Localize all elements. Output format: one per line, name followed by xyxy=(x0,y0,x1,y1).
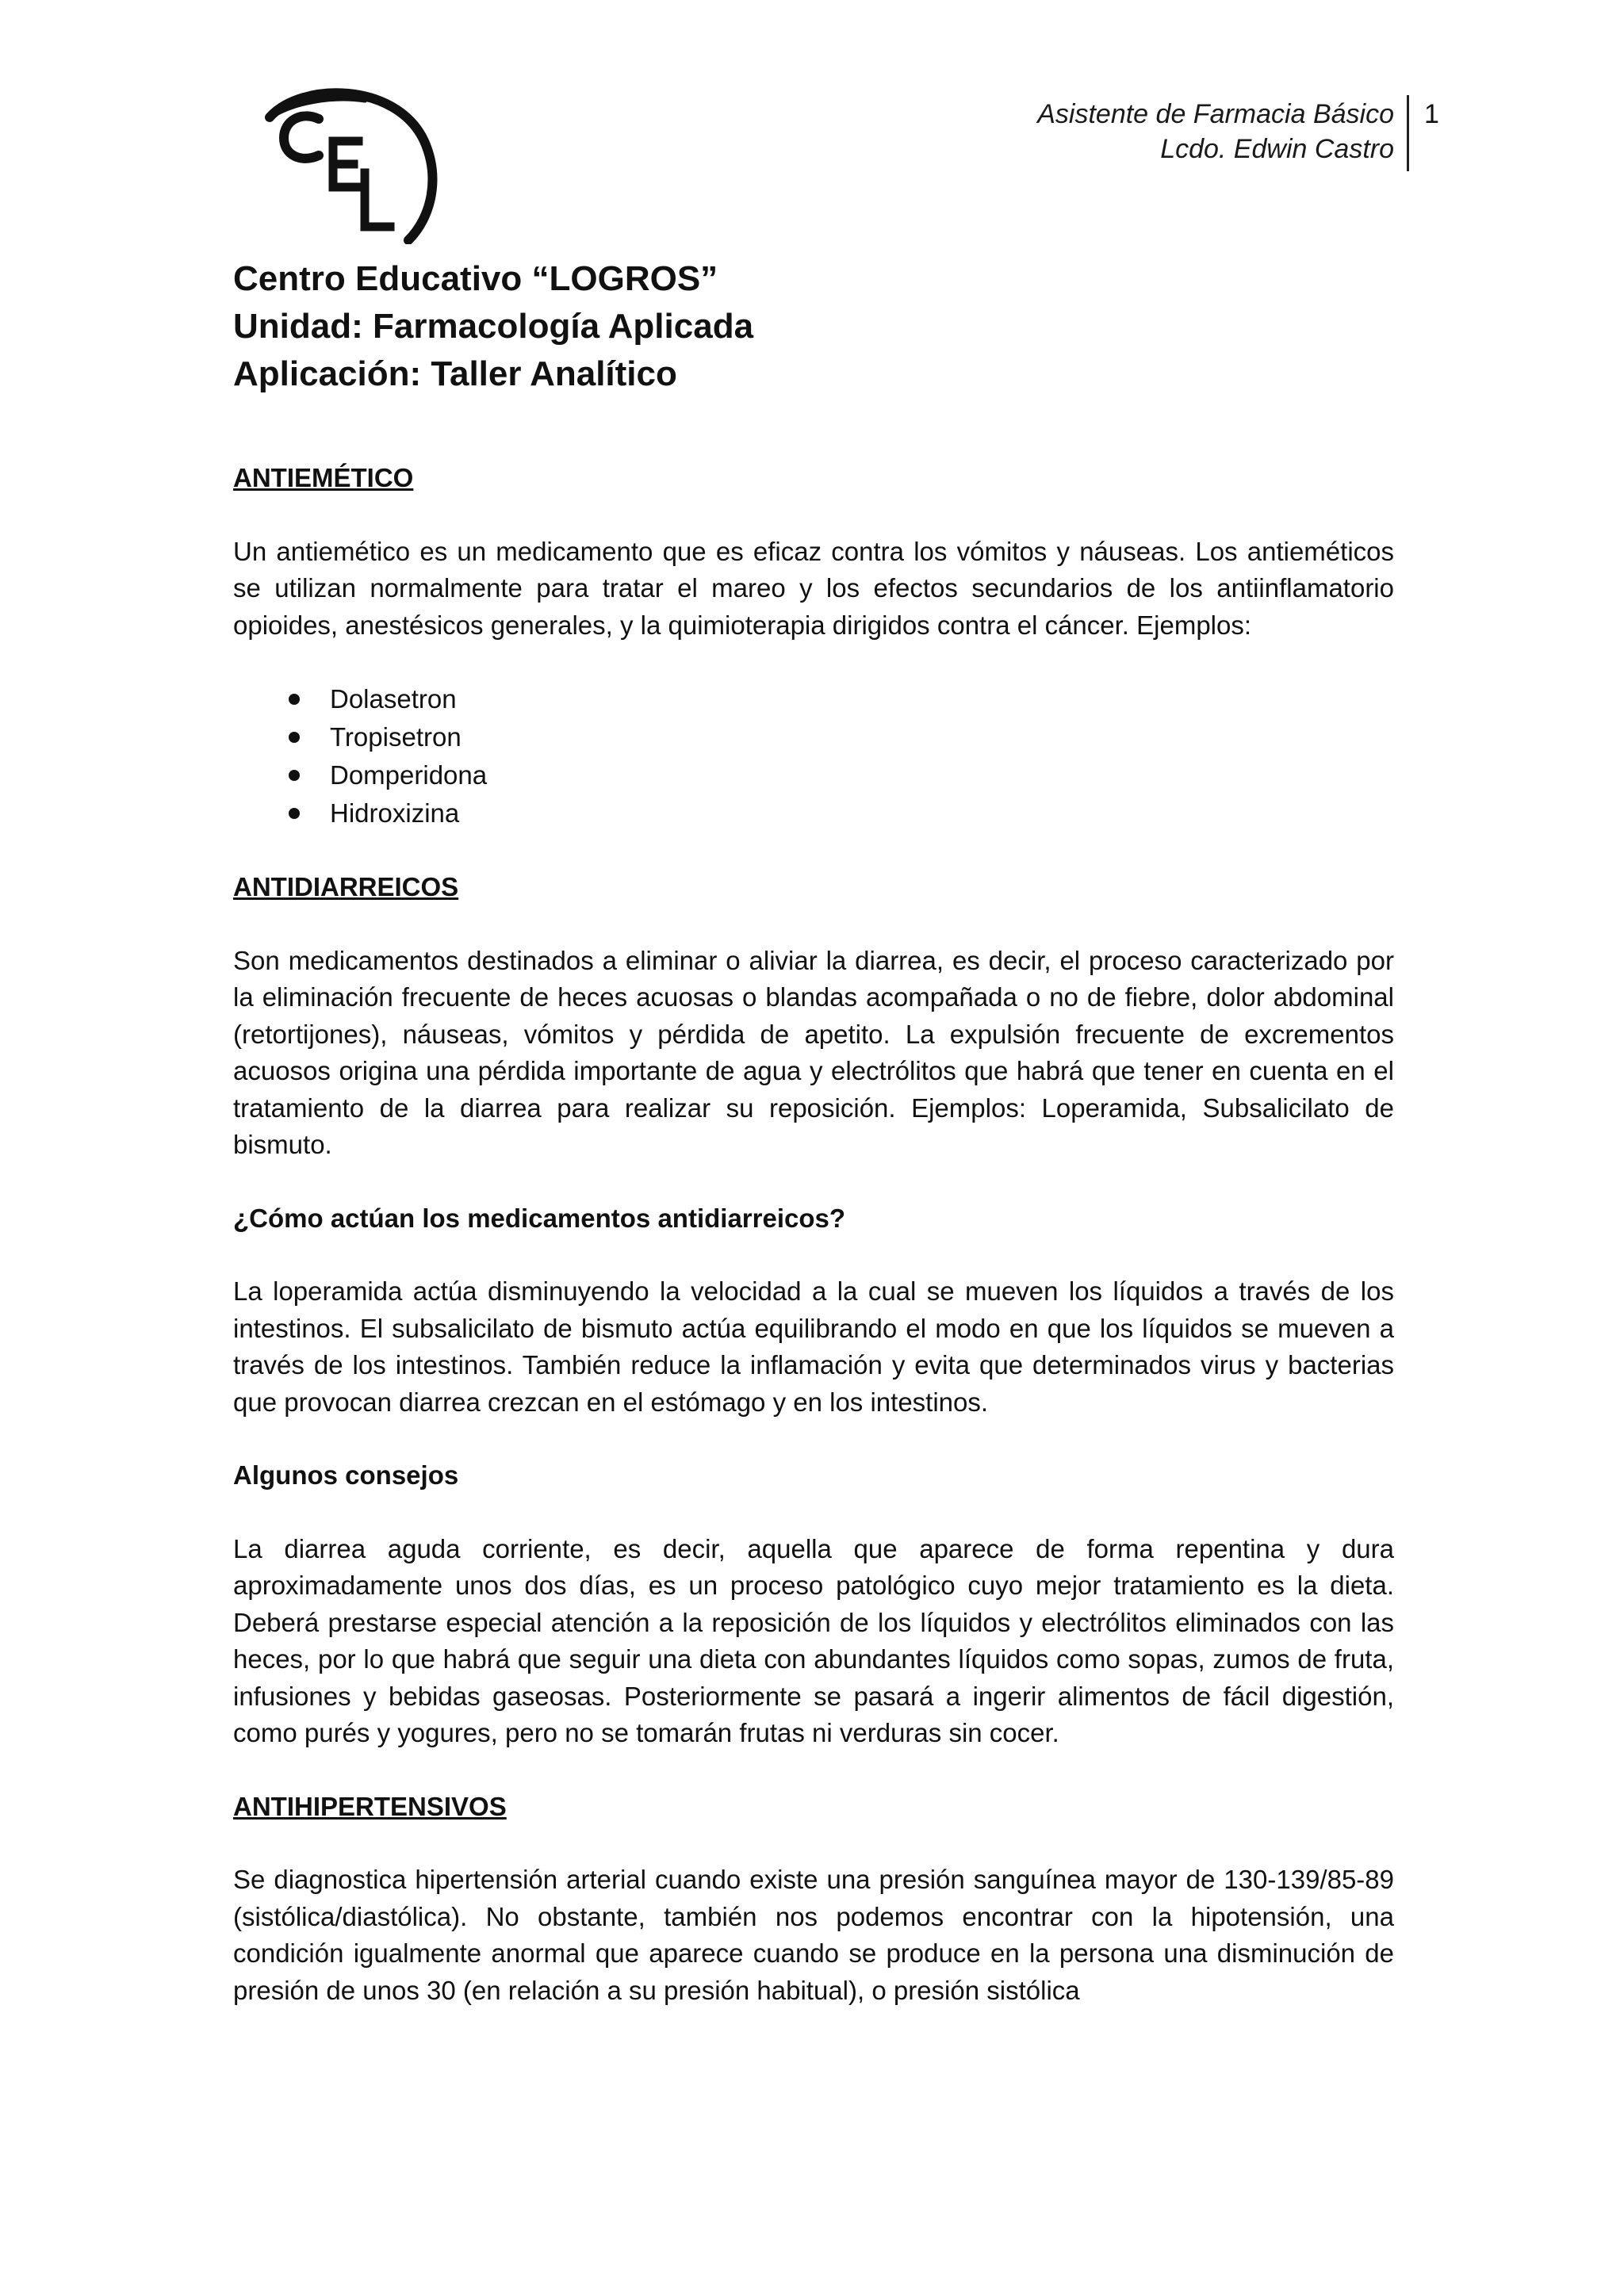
tips-paragraph: La diarrea aguda corriente, es decir, aquella que aparece de forma repentina y dura aproximadamente unos dos días, es un proceso patológico cuyo mejor tratamiento es la dieta. Deberá prestarse especial atención a la reposición de los líquidos y electrólitos eliminados con las heces, por lo que habrá que seguir una dieta con abundantes líquidos como sopas, zumos de fruta, infusiones y bebidas gaseosas. Posteriormente se pasará a ingerir alimentos de fácil digestión, como purés y yogures, pero no se tomarán frutas ni verduras sin cocer. xyxy=(233,1533,1394,1747)
title-block xyxy=(233,255,753,398)
bullet-icon xyxy=(289,694,300,705)
how-they-work-heading: ¿Cómo actúan los medicamentos antidiarreicos? xyxy=(233,1203,846,1233)
teacher-name: Lcdo. Edwin Castro xyxy=(1160,134,1394,164)
antiemetico-paragraph: Un antiemético es un medicamento que es eficaz contra los vómitos y náuseas. Los antieméticos se utilizan normalmente para tratar el mareo y los efectos secundarios de los antiinflamatorio opioides, anestésicos generales, y la quimioterapia dirigidos contra el cáncer. Ejemplos: xyxy=(233,536,1394,640)
antiemetico-heading: ANTIEMÉTICO xyxy=(233,463,414,492)
running-header xyxy=(1037,97,1394,166)
cel-logo xyxy=(246,86,444,244)
antidiarreicos-heading: ANTIDIARREICOS xyxy=(233,872,459,901)
tips-heading: Algunos consejos xyxy=(233,1460,459,1490)
antidiarreicos-paragraph: Son medicamentos destinados a eliminar o aliviar la diarrea, es decir, el proceso caracterizado por la eliminación frecuente de heces acuosas o blandas acompañada o no de fiebre, dolor abdominal (retortijones), náuseas, vómitos y pérdida de apetito. La expulsión frecuente de excrementos acuosos origina una pérdida importante de agua y electrólitos que habrá que tener en cuenta en el tratamiento de la diarrea para realizar su reposición. Ejemplos: Loperamida, Subsalicilato de bismuto. xyxy=(233,945,1394,1159)
list-item: Dolasetron xyxy=(330,680,1394,718)
center-title: Centro Educativo “LOGROS” xyxy=(233,259,718,298)
unit-title: Unidad: Farmacología Aplicada xyxy=(233,307,754,346)
header-divider xyxy=(1407,95,1409,171)
bullet-icon xyxy=(289,808,300,819)
list-item: Hidroxizina xyxy=(330,794,1394,832)
how-they-work-paragraph: La loperamida actúa disminuyendo la velocidad a la cual se mueven los líquidos a través de los intestinos. El subsalicilato de bismuto actúa equilibrando el modo en que los líquidos se mueven a través de los intestinos. También reduce la inflamación y evita que determinados virus y bacterias que provocan diarrea crezcan en el estómago y en los intestinos. xyxy=(233,1276,1394,1417)
document-body xyxy=(233,460,1394,2045)
page-number: 1 xyxy=(1424,99,1439,129)
list-item: Tropisetron xyxy=(330,718,1394,756)
antihipertensivos-heading: ANTIHIPERTENSIVOS xyxy=(233,1791,507,1821)
application-title: Aplicación: Taller Analítico xyxy=(233,354,677,393)
course-name: Asistente de Farmacia Básico xyxy=(1037,99,1394,129)
bullet-icon xyxy=(289,770,300,781)
antihipertensivos-paragraph: Se diagnostica hipertensión arterial cuando existe una presión sanguínea mayor de 130-139/85-89 (sistólica/diastólica). No obstante, también nos podemos encontrar con la hipotensión, una condición igualmente anormal que aparece cuando se produce en la persona una disminución de presión de unos 30 (en relación a su presión habitual), o presión sistólica xyxy=(233,1865,1394,2005)
bullet-icon xyxy=(289,732,300,743)
antiemetico-examples xyxy=(233,680,1394,832)
list-item: Domperidona xyxy=(330,756,1394,794)
